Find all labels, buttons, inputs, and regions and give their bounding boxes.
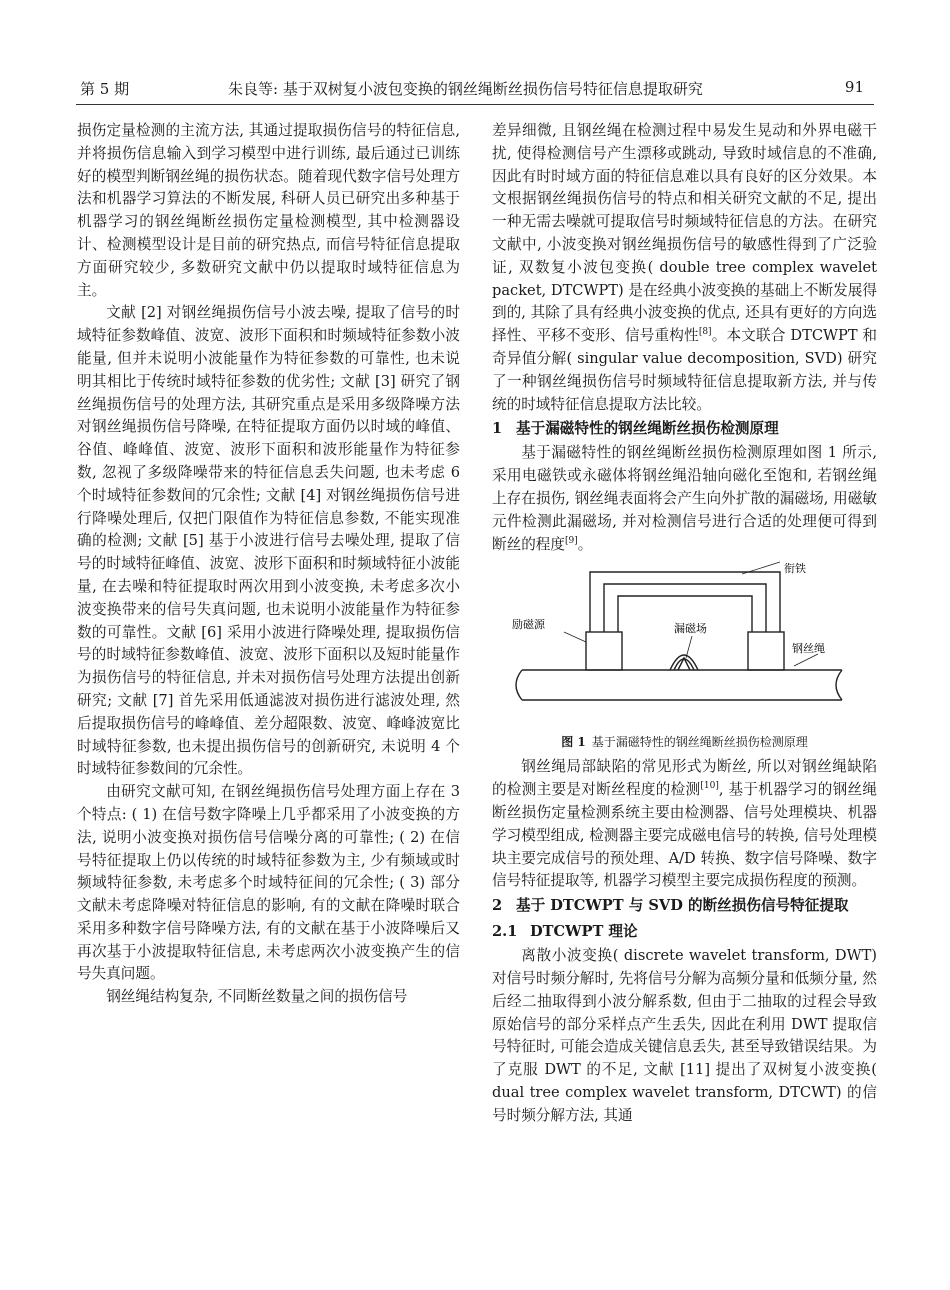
paragraph: 钢丝绳结构复杂, 不同断丝数量之间的损伤信号 [106,988,408,1006]
right-pole [748,632,784,670]
running-header [76,76,874,105]
rope-leader [794,654,818,666]
paragraph: 基于漏磁特性的钢丝绳断丝损伤检测原理如图 1 所示, 采用电磁铁或永磁体将钢丝绳沿轴向磁化至饱和, 若钢丝绳上存在损伤, 钢丝绳表面将会产生向外扩散的漏磁场, 用磁敏元件检测此漏磁场, 并对检测信号进行合适的处理便可得到断丝的程度[9]。 [492,444,877,553]
section-heading: 2 基于 DTCWPT 与 SVD 的断丝损伤信号特征提取 [492,897,849,915]
paragraph: 损伤定量检测的主流方法, 其通过提取损伤信号的特征信息, 并将损伤信息输入到学习模型中进行训练, 最后通过已训练好的模型判断钢丝绳的损伤状态。随着现代数字信号处理方法和机器学习算法的不断发展, 科研人员已研究出多种基于机器学习的钢丝绳断丝损伤定量检测模型, 其中检测器设计、检测模型设计是目前的研究热点, 而信号特征信息提取方面研究较少, 多数研究文献中仍以提取时域特征信息为主。 [77,122,460,299]
page-number: 91 [844,78,864,96]
citation[interactable]: [10] [700,781,719,792]
defect [678,658,690,670]
section-heading: 1 基于漏磁特性的钢丝绳断丝损伤检测原理 [492,420,779,438]
paragraph: 由研究文献可知, 在钢丝绳损伤信号处理方面上存在 3 个特点: ( 1) 在信号数字降噪上几乎都采用了小波变换的方法, 说明小波变换对损伤信号信噪分离的可靠性; ( 2) 在信号特征提取上仍以传统的时域特征参数为主, 少有频域或时频域特征参数, 未考虑多个时域特征间的冗余性; ( 3) 部分文献未考虑降噪对特征信息的影响, 有的文献在降噪时联合采用多种数字信号降噪方法, 有的文献在基于小波降噪后又再次基于小波提取特征信息, 未考虑两次小波变换产生的信号失真问题。 [77,783,460,983]
source-leader [564,632,586,642]
paragraph: 钢丝绳局部缺陷的常见形式为断丝, 所以对钢丝绳缺陷的检测主要是对断丝程度的检测[10], 基于机器学习的钢丝绳断丝损伤定量检测系统主要由检测器、信号处理模块、机器学习模型组成, 检测器主要完成磁电信号的转换, 信号处理模块主要完成信号的预处理、A/D 转换、数字信号降噪、数字信号特征提取等, 机器学习模型主要完成损伤程度的预测。 [492,758,877,890]
figure-caption: 图 1 基于漏磁特性的钢丝绳断丝损伤检测原理 [561,735,808,750]
figure-1 [492,562,877,730]
citation[interactable]: [9] [564,535,578,546]
paragraph: 差异细微, 且钢丝绳在检测过程中易发生晃动和外界电磁干扰, 使得检测信号产生漂移或跳动, 导致时域信息的不准确, 因此有时时域方面的特征信息难以具有良好的区分效果。本文根据钢丝绳损伤信号的特点和相关研究文献的不足, 提出一种无需去噪就可提取信号时频域特征信息的方法。在研究文献中, 小波变换对钢丝绳损伤信号的敏感性得到了广泛验证, 双数复小波包变换( double tree complex wavelet packet, DTCWPT) 是在经典小波变换的基础上不断发展得到的, 其除了具有经典小波变换的优点, 还具有更好的方向选择性、平移不变形、信号重构性[8]。本文联合 DTCWPT 和奇异值分解( singular value decomposition, SVD) 研究了一种钢丝绳损伤信号时频域特征信息提取新方法, 并与传统的时域特征信息提取方法比较。 [492,122,877,413]
paragraph: 文献 [2] 对钢丝绳损伤信号小波去噪, 提取了信号的时域特征参数峰值、波宽、波形下面积和时频域特征参数小波能量, 但并未说明小波能量作为特征参数的可靠性, 也未说明其相比于传统时域特征参数的优劣性; 文献 [3] 研究了钢丝绳损伤信号的处理方法, 其研究重点是采用多级降噪方法对钢丝绳损伤信号降噪, 在特征提取方面仍以时域的峰值、谷值、峰峰值、波宽、波形下面积和波形能量作为特征参数, 忽视了多级降噪带来的特征信息丢失问题, 也未考虑 6 个时域特征参数间的冗余性; 文献 [4] 对钢丝绳损伤信号进行降噪处理后, 仅把门限值作为特征信息参数, 不能实现准确的检测; 文献 [5] 基于小波进行信号去噪处理, 提取了信号的时域特征峰值、波宽、波形下面积和时频域特征小波能量, 在去噪和特征提取时两次用到小波变换, 未考虑多次小波变换带来的信号失真问题, 也未说明小波能量作为特征参数的可靠性。文献 [6] 采用小波进行降噪处理, 提取损伤信号的时域特征参数峰值、波宽、波形下面积以及短时能量作为损伤信号的特征信息, 并未对损伤信号处理方法提出创新研究; 文献 [7] 首先采用低通滤波对损伤进行滤波处理, 然后提取损伤信号的峰峰值、差分超限数、波宽、峰峰波宽比时域特征参数, 也未提出损伤信号的创新研究, 未说明 4 个时域特征参数间的冗余性。 [77,304,460,778]
label-field: 漏磁场 [674,622,707,636]
paragraph: 离散小波变换( discrete wavelet transform, DWT) 对信号时频分解时, 先将信号分解为高频分量和低频分量, 然后经二抽取得到小波分解系数, 但由于二抽取的过程会导致原始信号的部分采样点产生丢失, 因此在利用 DWT 提取信号特征时, 可能会造成关键信息丢失, 甚至导致错误结果。为了克服 DWT 的不足, 文献 [11] 提出了双树复小波变换( dual tree complex wavelet transform, DTCWT) 的信号时频分解方法, 其通 [492,947,877,1124]
rope-right-end [836,670,842,700]
citation[interactable]: [8] [698,327,712,338]
left-column [77,120,460,1009]
rope-left-end [516,670,522,700]
subsection-heading: 2.1 DTCWPT 理论 [492,923,638,941]
running-title: 朱良等: 基于双树复小波包变换的钢丝绳断丝损伤信号特征信息提取研究 [228,80,703,98]
issue-number: 第 5 期 [80,80,130,98]
label-yoke: 衔铁 [784,562,806,576]
label-rope: 钢丝绳 [792,642,825,656]
right-column [492,120,877,1128]
leakage-arc [674,659,694,670]
left-pole [586,632,622,670]
field-leader [686,636,692,658]
label-source: 励磁源 [512,618,545,632]
mfl-diagram [512,562,832,730]
